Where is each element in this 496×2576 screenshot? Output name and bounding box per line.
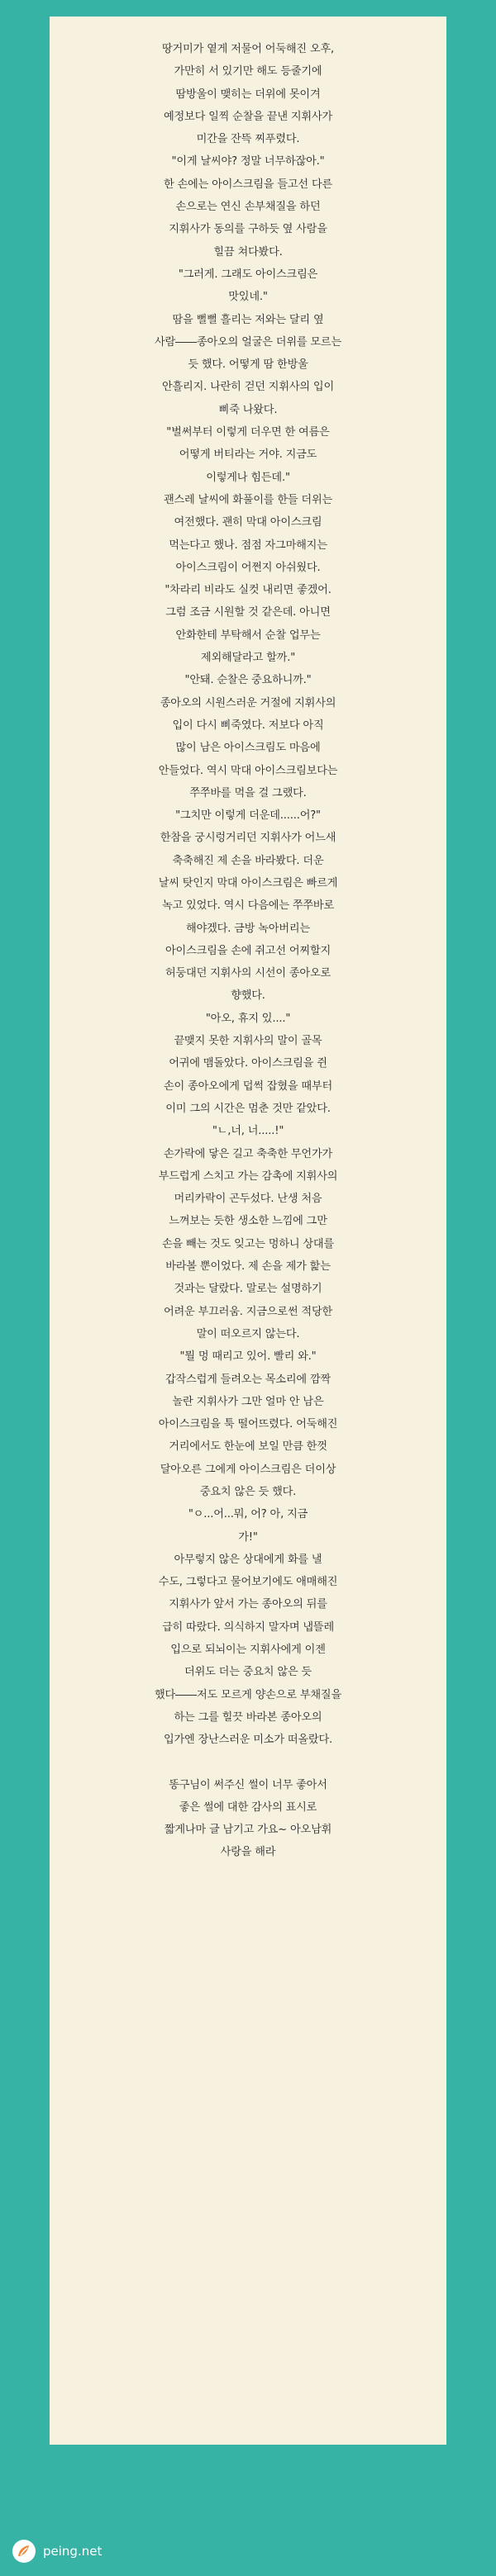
story-line: "안돼. 순찰은 중요하니까." bbox=[184, 674, 312, 687]
story-line: 짧게나마 글 남기고 가요~ 아오남휘 bbox=[164, 1824, 332, 1837]
story-line: 어떻게 버티라는 거야. 지금도 bbox=[179, 448, 317, 462]
story-line: 달아오른 그에게 아이스크림은 더이상 bbox=[160, 1463, 336, 1476]
story-line: 어려운 부끄러움. 지금으로썬 적당한 bbox=[163, 1305, 333, 1318]
story-line: 한 손에는 아이스크림을 들고선 다른 bbox=[163, 178, 333, 191]
question-card bbox=[50, 17, 446, 2445]
story-line: 날씨 탓인지 막대 아이스크림은 빠르게 bbox=[158, 876, 338, 890]
story-line: 급히 따랐다. 의식하지 말자며 냅뜰레 bbox=[161, 1620, 335, 1634]
story-line: 안흘리지. 나란히 걷던 지휘사의 입이 bbox=[161, 381, 335, 394]
story-line: 사랑을 해라 bbox=[220, 1846, 276, 1859]
story-line: 손가락에 닿은 길고 축축한 무언가가 bbox=[163, 1147, 333, 1160]
story-line: "차라리 비라도 실컷 내리면 좋겠어. bbox=[165, 584, 331, 597]
story-line: 놀란 지휘사가 그만 얼마 안 남은 bbox=[172, 1395, 324, 1408]
story-line: 끝맺지 못한 지휘사의 말이 골목 bbox=[174, 1035, 322, 1048]
story-line: 축축해진 제 손을 바라봤다. 더운 bbox=[172, 854, 324, 867]
story-line: "뭘 멍 때리고 있어. 빨리 와." bbox=[179, 1350, 317, 1364]
story-line: 손이 종아오에게 덥썩 잡혔을 때부터 bbox=[163, 1079, 333, 1093]
story-line: 거리에서도 한눈에 보일 만큼 한껏 bbox=[169, 1440, 327, 1454]
story-line: 지휘사가 앞서 가는 종아오의 뒤를 bbox=[169, 1598, 327, 1611]
story-line: 땅거미가 옅게 저물어 어둑해진 오후, bbox=[161, 43, 335, 55]
story-line: 여전했다. 괜히 막대 아이스크림 bbox=[174, 516, 322, 529]
story-line: 사람――종아오의 얼굴은 더위를 모르는 bbox=[154, 335, 342, 349]
story-line: 했다――저도 모르게 양손으로 부채질을 bbox=[154, 1688, 342, 1701]
story-line: 바라볼 뿐이었다. 제 손을 제가 핥는 bbox=[165, 1260, 331, 1274]
story-line: "벌써부터 이렇게 더우면 한 여름은 bbox=[166, 426, 330, 439]
story-line: 아이스크림이 어쩐지 아쉬웠다. bbox=[175, 561, 321, 574]
story-line: 땀방울이 맺히는 더위에 못이겨 bbox=[175, 88, 321, 101]
story-line: "그러게. 그래도 아이스크림은 bbox=[178, 268, 318, 281]
story-line: "그치만 이렇게 더운데......어?" bbox=[175, 809, 321, 823]
story-line: 종아오의 시원스러운 거절에 지휘사의 bbox=[160, 696, 336, 709]
story-line: 한참을 궁시렁거리던 지휘사가 어느새 bbox=[160, 832, 336, 845]
story-line: 느껴보는 듯한 생소한 느낌에 그만 bbox=[169, 1215, 327, 1228]
story-line: 안들었다. 역시 막대 아이스크림보다는 bbox=[158, 764, 338, 777]
story-line: "아오, 휴지 있...." bbox=[205, 1012, 291, 1025]
story-line: 입가엔 장난스러운 미소가 떠올랐다. bbox=[163, 1734, 333, 1747]
story-line: 입이 다시 삐죽였다. 저보다 아직 bbox=[172, 719, 324, 732]
story-line: 하는 그를 힐끗 바라본 종아오의 bbox=[174, 1710, 322, 1724]
story-line: 수도, 그렇다고 물어보기에도 애매해진 bbox=[158, 1576, 338, 1589]
story-line: 것과는 달랐다. 말로는 설명하기 bbox=[174, 1283, 322, 1296]
story-line: 아무렇지 않은 상대에게 화를 낼 bbox=[174, 1553, 322, 1566]
paragraph-gap bbox=[83, 1752, 413, 1774]
story-line: 녹고 있었다. 역시 다음에는 쭈쭈바로 bbox=[161, 899, 335, 913]
story-line: 안화한테 부탁해서 순찰 업무는 bbox=[175, 629, 321, 642]
story-line: 이렇게나 힘든데." bbox=[206, 471, 290, 484]
story-line: 좋은 썰에 대한 감사의 표시로 bbox=[179, 1800, 317, 1814]
story-line: 쭈쭈바를 먹을 걸 그랬다. bbox=[189, 786, 307, 799]
story-line: 더위도 더는 중요치 않은 듯 bbox=[184, 1666, 312, 1679]
story-line: 말이 떠오르지 않는다. bbox=[196, 1327, 300, 1340]
story-line: 제외해달라고 할까." bbox=[200, 652, 296, 665]
story-line: 해야겠다. 금방 녹아버리는 bbox=[186, 922, 310, 935]
brand-name[interactable]: peing.net bbox=[43, 2544, 103, 2559]
story-line: 중요치 않은 듯 했다. bbox=[199, 1486, 297, 1498]
story-line: 허둥대던 지휘사의 시선이 종아오로 bbox=[165, 967, 331, 980]
peing-logo-icon[interactable] bbox=[12, 2539, 36, 2564]
story-line: 아이스크림을 손에 쥐고선 어찌할지 bbox=[165, 944, 331, 957]
story-line: 땀을 뻘뻘 흘리는 저와는 달리 옆 bbox=[172, 313, 324, 326]
story-line: "이게 날씨야? 정말 너무하잖아." bbox=[171, 155, 325, 168]
story-line: 이미 그의 시간은 멈춘 것만 같았다. bbox=[165, 1102, 331, 1115]
story-line: 머리카락이 곤두섰다. 난생 처음 bbox=[174, 1193, 322, 1206]
story-line: 갑작스럽게 들려오는 목소리에 깜짝 bbox=[165, 1373, 331, 1386]
story-line: 어귀에 맴돌았다. 아이스크림을 쥔 bbox=[169, 1057, 327, 1070]
story-line: 많이 남은 아이스크림도 마음에 bbox=[175, 742, 321, 755]
story-line: 부드럽게 스치고 가는 감촉에 지휘사의 bbox=[158, 1169, 338, 1183]
story-line: 입으로 되뇌이는 지휘사에게 이젠 bbox=[170, 1644, 326, 1657]
footer bbox=[0, 2536, 496, 2569]
story-line: 괜스레 날씨에 화풀이를 한들 더위는 bbox=[163, 493, 333, 506]
story-line: 듯 했다. 어떻게 땀 한방울 bbox=[188, 358, 308, 372]
story-line: 먹는다고 했나. 점점 자그마해지는 bbox=[169, 538, 327, 552]
story-line: 손으로는 연신 손부채질을 하던 bbox=[175, 201, 321, 214]
story-line: 지휘사가 동의를 구하듯 옆 사람을 bbox=[169, 223, 327, 236]
story-line: 똥구님이 써주신 썰이 너무 좋아서 bbox=[169, 1778, 327, 1791]
story-body bbox=[83, 38, 413, 1864]
story-line: 가만히 서 있기만 해도 등줄기에 bbox=[174, 65, 322, 78]
story-line: 그럼 조금 시원할 것 같은데. 아니면 bbox=[165, 606, 331, 619]
story-line: 가!" bbox=[238, 1530, 258, 1544]
story-line: 손을 빼는 것도 잊고는 멍하니 상대를 bbox=[161, 1237, 335, 1250]
story-line: 미간을 잔뜩 찌푸렸다. bbox=[196, 133, 300, 146]
story-line: 예정보다 일찍 순찰을 끝낸 지휘사가 bbox=[163, 110, 333, 123]
story-line: 힐끔 쳐다봤다. bbox=[213, 245, 283, 259]
story-line: 향했다. bbox=[231, 989, 265, 1003]
story-line: 삐죽 나왔다. bbox=[218, 403, 278, 416]
story-line: "ㄴ,너, 너.....!" bbox=[212, 1125, 284, 1138]
story-line: 아이스크림을 툭 떨어뜨렸다. 어둑해진 bbox=[158, 1418, 338, 1431]
story-line: "ㅇ...어...뭐, 어? 아, 지금 bbox=[188, 1508, 308, 1521]
story-line: 맛있네." bbox=[228, 291, 268, 304]
